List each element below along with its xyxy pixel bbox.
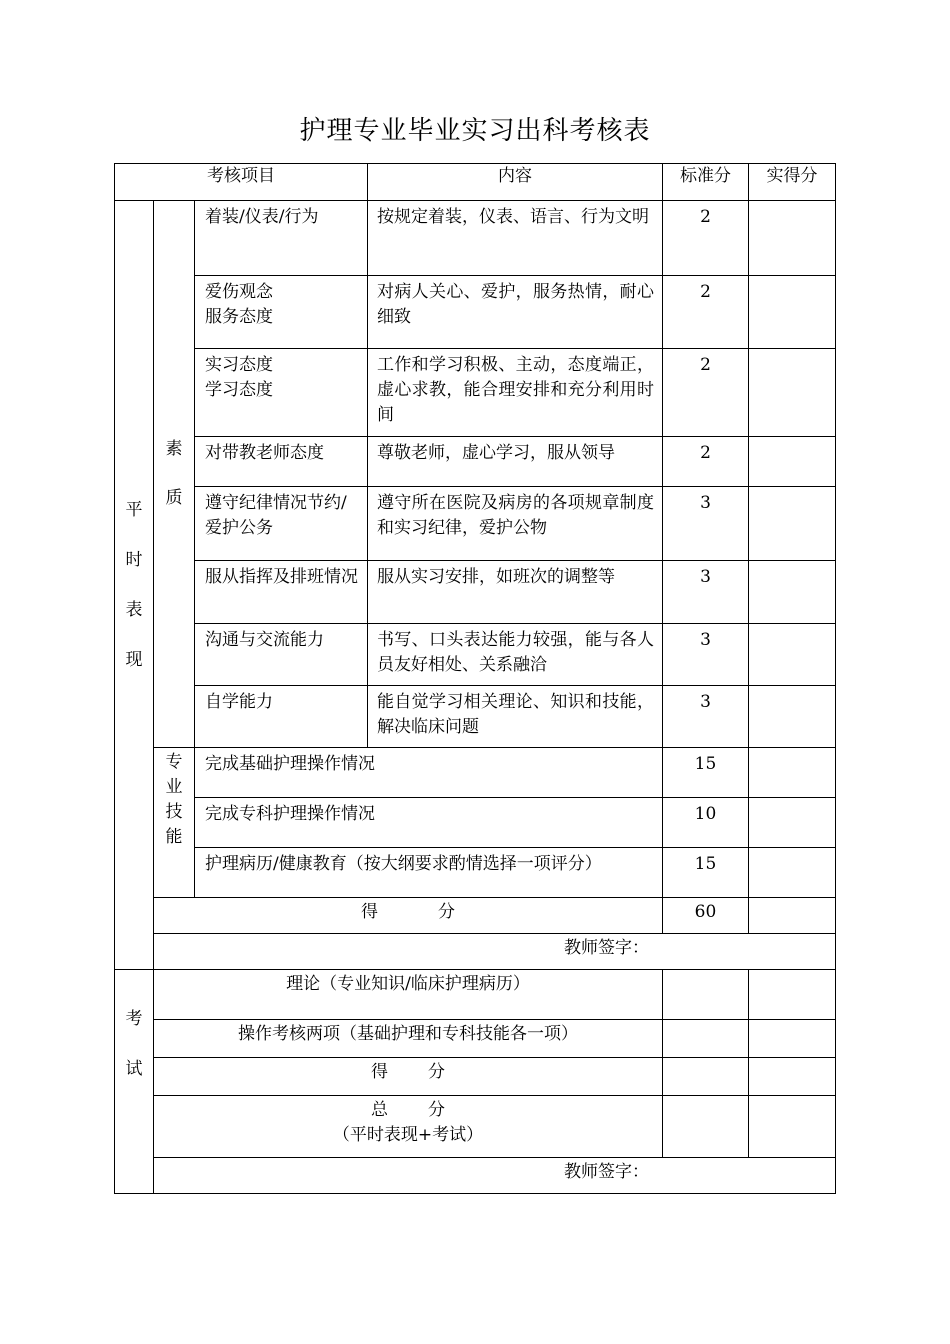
header-content: 内容 [368,164,663,201]
item-cell: 沟通与交流能力 [195,624,368,686]
content-cell: 对病人关心、爱护，服务热情，耐心细致 [368,276,663,349]
actual-score-input[interactable] [749,201,836,276]
table-header-row [115,164,836,201]
actual-score-input[interactable] [749,561,836,624]
item-cell: 遵守纪律情况节约/爱护公务 [195,487,368,561]
table-row [115,798,836,848]
section-label-suzhi: 素 质 [154,201,195,748]
header-actual-score: 实得分 [749,164,836,201]
actual-score-input[interactable] [749,1020,836,1058]
item-cell: 服从指挥及排班情况 [195,561,368,624]
item-cell: 实习态度 学习态度 [195,349,368,437]
header-standard-score: 标准分 [663,164,749,201]
content-cell: 书写、口头表达能力较强，能与各人员友好相处、关系融洽 [368,624,663,686]
actual-score-input[interactable] [749,624,836,686]
standard-score-input[interactable] [663,1096,749,1158]
assessment-table [114,163,836,1194]
standard-score-cell: 3 [663,561,749,624]
table-row [115,686,836,748]
total-label: 总 分 （平时表现+考试） [154,1096,663,1158]
standard-score-cell: 2 [663,276,749,349]
standard-score-input[interactable] [663,970,749,1020]
actual-score-input[interactable] [749,1096,836,1158]
header-project: 考核项目 [115,164,368,201]
item-cell: 对带教老师态度 [195,437,368,487]
standard-score-cell: 2 [663,437,749,487]
signature-row [115,1158,836,1194]
page-title: 护理专业毕业实习出科考核表 [299,116,651,146]
table-row [115,276,836,349]
actual-score-input[interactable] [749,848,836,898]
total-row [115,1096,836,1158]
subtotal-row [115,898,836,934]
standard-score-cell: 10 [663,798,749,848]
table-row [115,970,836,1020]
subtotal-score: 60 [663,898,749,934]
section-label-zhuanye: 专 业 技 能 [154,748,195,898]
standard-score-cell: 2 [663,349,749,437]
subtotal-row [115,1058,836,1096]
actual-score-input[interactable] [749,798,836,848]
signature-row [115,934,836,970]
standard-score-cell: 15 [663,748,749,798]
standard-score-input[interactable] [663,1058,749,1096]
table-row [115,561,836,624]
table-row [115,349,836,437]
item-cell: 着装/仪表/行为 [195,201,368,276]
item-cell: 理论（专业知识/临床护理病历） [154,970,663,1020]
item-cell: 完成专科护理操作情况 [195,798,663,848]
content-cell: 服从实习安排，如班次的调整等 [368,561,663,624]
teacher-signature[interactable]: 教师签字： [154,1158,836,1194]
item-cell: 操作考核两项（基础护理和专科技能各一项） [154,1020,663,1058]
teacher-signature[interactable]: 教师签字： [154,934,836,970]
table-row [115,437,836,487]
table-row [115,1020,836,1058]
table-row [115,201,836,276]
actual-score-input[interactable] [749,748,836,798]
actual-score-input[interactable] [749,437,836,487]
actual-score-input[interactable] [749,970,836,1020]
actual-score-input[interactable] [749,1058,836,1096]
standard-score-cell: 3 [663,487,749,561]
content-cell: 遵守所在医院及病房的各项规章制度和实习纪律，爱护公物 [368,487,663,561]
table-row [115,624,836,686]
content-cell: 工作和学习积极、主动，态度端正，虚心求教，能合理安排和充分利用时间 [368,349,663,437]
total-note: （平时表现+考试） [332,1125,484,1145]
section-label-pingshi: 平 时 表 现 [115,201,154,970]
actual-score-input[interactable] [749,276,836,349]
item-cell: 自学能力 [195,686,368,748]
content-cell: 尊敬老师，虚心学习，服从领导 [368,437,663,487]
subtotal-label: 得 分 [154,1058,663,1096]
content-cell: 按规定着装，仪表、语言、行为文明 [368,201,663,276]
standard-score-input[interactable] [663,1020,749,1058]
actual-score-input[interactable] [749,686,836,748]
item-cell: 护理病历/健康教育（按大纲要求酌情选择一项评分） [195,848,663,898]
section-label-kaoshi: 考 试 [115,970,154,1194]
table-row [115,487,836,561]
subtotal-actual-input[interactable] [749,898,836,934]
actual-score-input[interactable] [749,487,836,561]
item-cell: 爱伤观念 服务态度 [195,276,368,349]
standard-score-cell: 3 [663,686,749,748]
actual-score-input[interactable] [749,349,836,437]
table-row [115,748,836,798]
subtotal-label: 得 分 [154,898,663,934]
standard-score-cell: 2 [663,201,749,276]
item-cell: 完成基础护理操作情况 [195,748,663,798]
standard-score-cell: 15 [663,848,749,898]
standard-score-cell: 3 [663,624,749,686]
content-cell: 能自觉学习相关理论、知识和技能，解决临床问题 [368,686,663,748]
table-row [115,848,836,898]
